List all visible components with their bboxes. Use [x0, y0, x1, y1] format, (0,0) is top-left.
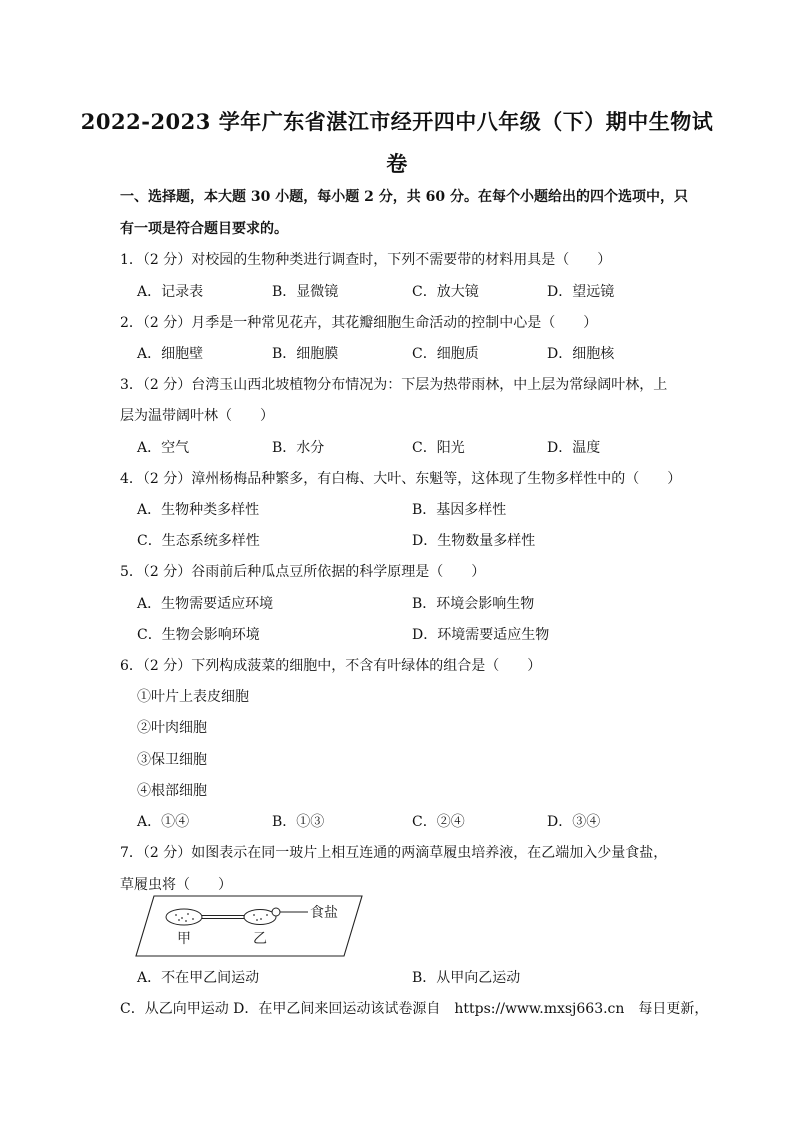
question-7-option-b: B．从甲向乙运动	[412, 970, 521, 986]
glass-slide-outline	[136, 896, 362, 956]
exam-title-line2: 卷	[386, 151, 408, 176]
question-7-option-a: A．不在甲乙间运动	[137, 970, 260, 986]
question-7-stem-line2: 草履虫将（ ）	[120, 877, 232, 893]
question-4-option-a: A．生物种类多样性	[137, 502, 260, 518]
question-4-option-d: D．生物数量多样性	[412, 533, 536, 549]
salt-crystal	[272, 908, 280, 916]
question-6-item-4: ④根部细胞	[137, 783, 207, 799]
drop-right	[244, 910, 276, 925]
question-6-item-3: ③保卫细胞	[137, 752, 207, 768]
question-6-option-b: B．①③	[272, 814, 325, 830]
drop-left	[166, 909, 202, 925]
question-1-stem: 1．（2 分）对校园的生物种类进行调查时，下列不需要带的材料用具是（ ）	[120, 252, 612, 268]
question-5-option-c: C．生物会影响环境	[137, 627, 260, 643]
label-salt: 食盐	[310, 906, 338, 921]
question-3-option-d: D．温度	[547, 440, 601, 456]
question-2-option-a: A．细胞壁	[137, 346, 204, 362]
question-1-option-d: D．望远镜	[547, 284, 615, 300]
question-2-option-d: D．细胞核	[547, 346, 615, 362]
question-6-stem: 6．（2 分）下列构成菠菜的细胞中，不含有叶绿体的组合是（ ）	[120, 658, 542, 674]
question-6-item-1: ①叶片上表皮细胞	[137, 689, 249, 705]
question-5-stem: 5．（2 分）谷雨前后种瓜点豆所依据的科学原理是（ ）	[120, 564, 486, 580]
question-5-option-a: A．生物需要适应环境	[137, 596, 274, 612]
exam-title-line1: 2022-2023 学年广东省湛江市经开四中八年级（下）期中生物试	[80, 109, 714, 134]
question-3-stem-line2: 层为温带阔叶林（ ）	[120, 408, 274, 424]
question-1-option-a: A．记录表	[137, 284, 204, 300]
paramecium-slide-diagram	[130, 893, 380, 959]
question-5-option-d: D．环境需要适应生物	[412, 627, 550, 643]
section-instruction-line2: 有一项是符合题目要求的。	[120, 221, 288, 237]
question-6-option-a: A．①④	[137, 814, 190, 830]
label-jia: 甲	[177, 932, 191, 947]
question-3-stem-line1: 3．（2 分）台湾玉山西北坡植物分布情况为：下层为热带雨林，中上层为常绿阔叶林，上	[120, 377, 668, 393]
question-4-option-c: C．生态系统多样性	[137, 533, 260, 549]
paramecium-dots-left	[175, 913, 194, 922]
question-3-option-a: A．空气	[137, 440, 190, 456]
question-6-item-2: ②叶肉细胞	[137, 720, 207, 736]
question-3-option-c: C．阳光	[412, 440, 465, 456]
question-2-option-b: B．细胞膜	[272, 346, 339, 362]
question-4-option-b: B．基因多样性	[412, 502, 507, 518]
question-7-options-cd-and-source-note: C．从乙向甲运动 D．在甲乙间来回运动该试卷源自 https://www.mxsj663.cn 每日更新，	[120, 1001, 709, 1017]
question-5-option-b: B．环境会影响生物	[412, 596, 535, 612]
label-yi: 乙	[253, 932, 267, 947]
question-6-option-d: D．③④	[547, 814, 601, 830]
section-instruction-line1: 一、选择题，本大题 30 小题，每小题 2 分，共 60 分。在每个小题给出的四个选项中，只	[120, 189, 688, 205]
question-2-stem: 2．（2 分）月季是一种常见花卉，其花瓣细胞生命活动的控制中心是（ ）	[120, 315, 598, 331]
question-4-stem: 4．（2 分）漳州杨梅品种繁多，有白梅、大叶、东魁等，这体现了生物多样性中的（ ）	[120, 471, 682, 487]
question-1-option-c: C．放大镜	[412, 284, 479, 300]
question-6-option-c: C．②④	[412, 814, 465, 830]
question-2-option-c: C．细胞质	[412, 346, 479, 362]
question-3-option-b: B．水分	[272, 440, 325, 456]
question-1-option-b: B．显微镜	[272, 284, 339, 300]
question-7-stem-line1: 7．（2 分）如图表示在同一玻片上相互连通的两滴草履虫培养液，在乙端加入少量食盐，	[120, 845, 668, 861]
paramecium-dots-right	[253, 914, 268, 921]
